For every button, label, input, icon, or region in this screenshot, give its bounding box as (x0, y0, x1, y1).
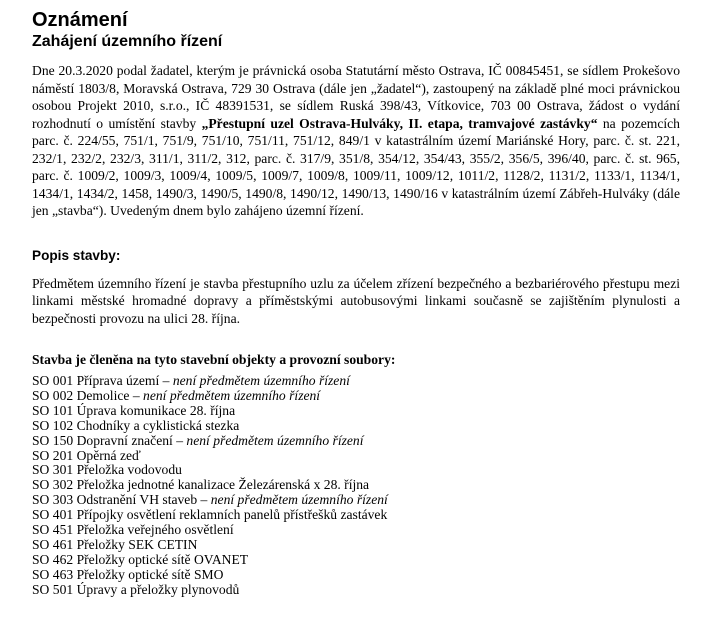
intro-paragraph (32, 62, 680, 220)
document-page (32, 8, 680, 598)
intro-text-end: na pozemcích parc. č. 224/55, 751/1, 751/9, 751/10, 751/11, 751/12, 849/1 v katastrálním území Mariánské Hory, parc. č. st. 221, 232/1, 232/2, 232/3, 311/1, 311/2, 312, parc. č. 317/9, 351/8, 354/12, 354/43, 355/2, 356/5, 396/40, parc. č. st. 965, parc. č. 1009/2, 1009/3, 1009/4, 1009/5, 1009/7, 1009/8, 1009/11, 1009/12, 1011/2, 1128/2, 1131/2, 1133/1, 1134/1, 1434/1, 1434/2, 1458, 1490/3, 1490/5, 1490/8, 1490/12, 1490/13, 1490/16 v katastrálním území Zábřeh-Hulváky (dále jen „stavba“). Uvedeným dnem bylo zahájeno územní řízení. (32, 115, 680, 218)
page-title: Oznámení (32, 9, 128, 31)
description-paragraph: Předmětem územního řízení je stavba přestupního uzlu za účelem zřízení bezpečného a bezbariérového přestupu mezi linkami městské hromadné dopravy a příměstskými autobusovými linkami současně se zajištěním plynulosti a bezpečnosti provozu na ulici 28. října. (32, 275, 680, 326)
object-code: SO 301 (32, 462, 74, 478)
object-name: Přeložka jednotné kanalizace Železárenská x 28. října (76, 477, 370, 493)
object-name: Přeložky optické sítě OVANET (76, 551, 249, 567)
objects-title: Stavba je členěna na tyto stavební objekty a provozní soubory: (32, 352, 396, 367)
list-item (32, 374, 680, 389)
project-name: „Přestupní uzel Ostrava-Hulváky, II. etapa, tramvajové zastávky“ (201, 115, 598, 131)
object-code: SO 463 (32, 566, 74, 582)
object-name: Přeložky SEK CETIN (76, 536, 198, 552)
object-name: Dopravní značení (76, 432, 173, 448)
object-name: Přeložky optické sítě SMO (76, 566, 224, 582)
object-name: Úprava komunikace 28. října (76, 402, 236, 418)
object-code: SO 001 (32, 373, 74, 388)
object-name: Příprava území (76, 373, 160, 388)
object-code: SO 461 (32, 536, 74, 552)
object-code: SO 501 (32, 581, 74, 597)
object-code: SO 102 (32, 417, 74, 433)
list-item (32, 449, 680, 464)
object-name: Přeložka veřejného osvětlení (76, 522, 234, 538)
object-code: SO 303 (32, 492, 74, 508)
object-code: SO 462 (32, 551, 74, 567)
list-item (32, 553, 680, 568)
object-code: SO 150 (32, 432, 74, 448)
object-code: SO 401 (32, 507, 74, 523)
list-item (32, 538, 680, 553)
object-code: SO 002 (32, 387, 74, 403)
object-name: Odstranění VH staveb (76, 492, 198, 508)
object-name: Demolice (76, 387, 130, 403)
list-item (32, 583, 680, 598)
list-item (32, 419, 680, 434)
object-note: – není předmětem územního řízení (162, 373, 350, 388)
page-subtitle: Zahájení územního řízení (32, 33, 223, 50)
list-item (32, 493, 680, 508)
list-item (32, 389, 680, 404)
object-code: SO 451 (32, 522, 74, 538)
list-item (32, 404, 680, 419)
object-name: Přeložka vodovodu (76, 462, 182, 478)
objects-list (32, 374, 680, 598)
object-code: SO 201 (32, 447, 74, 463)
object-name: Úpravy a přeložky plynovodů (76, 581, 240, 597)
object-code: SO 302 (32, 477, 74, 493)
object-note: – není předmětem územního řízení (176, 432, 364, 448)
object-name: Opěrná zeď (76, 447, 141, 463)
object-name: Přípojky osvětlení reklamních panelů přístřešků zastávek (76, 507, 388, 523)
object-note: – není předmětem územního řízení (132, 387, 321, 403)
list-item (32, 434, 680, 449)
list-item (32, 478, 680, 493)
intro-text-start: Dne 20.3.2020 podal žadatel, kterým je právnická osoba Statutární město Ostrava, IČ 00845451, se sídlem Prokešovo náměstí 1803/8, Moravská Ostrava, 729 30 Ostrava (dále jen „žadatel“), zastoupený na základě plné moci právnickou osobou Projekt 2010, s.r.o., IČ 48391531, se sídlem Ruská 398/43, Vítkovice, 703 00 Ostrava, žádost o vydání rozhodnutí o umístění stavby (32, 63, 680, 131)
list-item (32, 508, 680, 523)
description-title: Popis stavby: (32, 247, 121, 263)
object-note: – není předmětem územního řízení (200, 492, 388, 508)
list-item (32, 523, 680, 538)
list-item (32, 568, 680, 583)
object-code: SO 101 (32, 402, 74, 418)
object-name: Chodníky a cyklistická stezka (76, 417, 240, 433)
